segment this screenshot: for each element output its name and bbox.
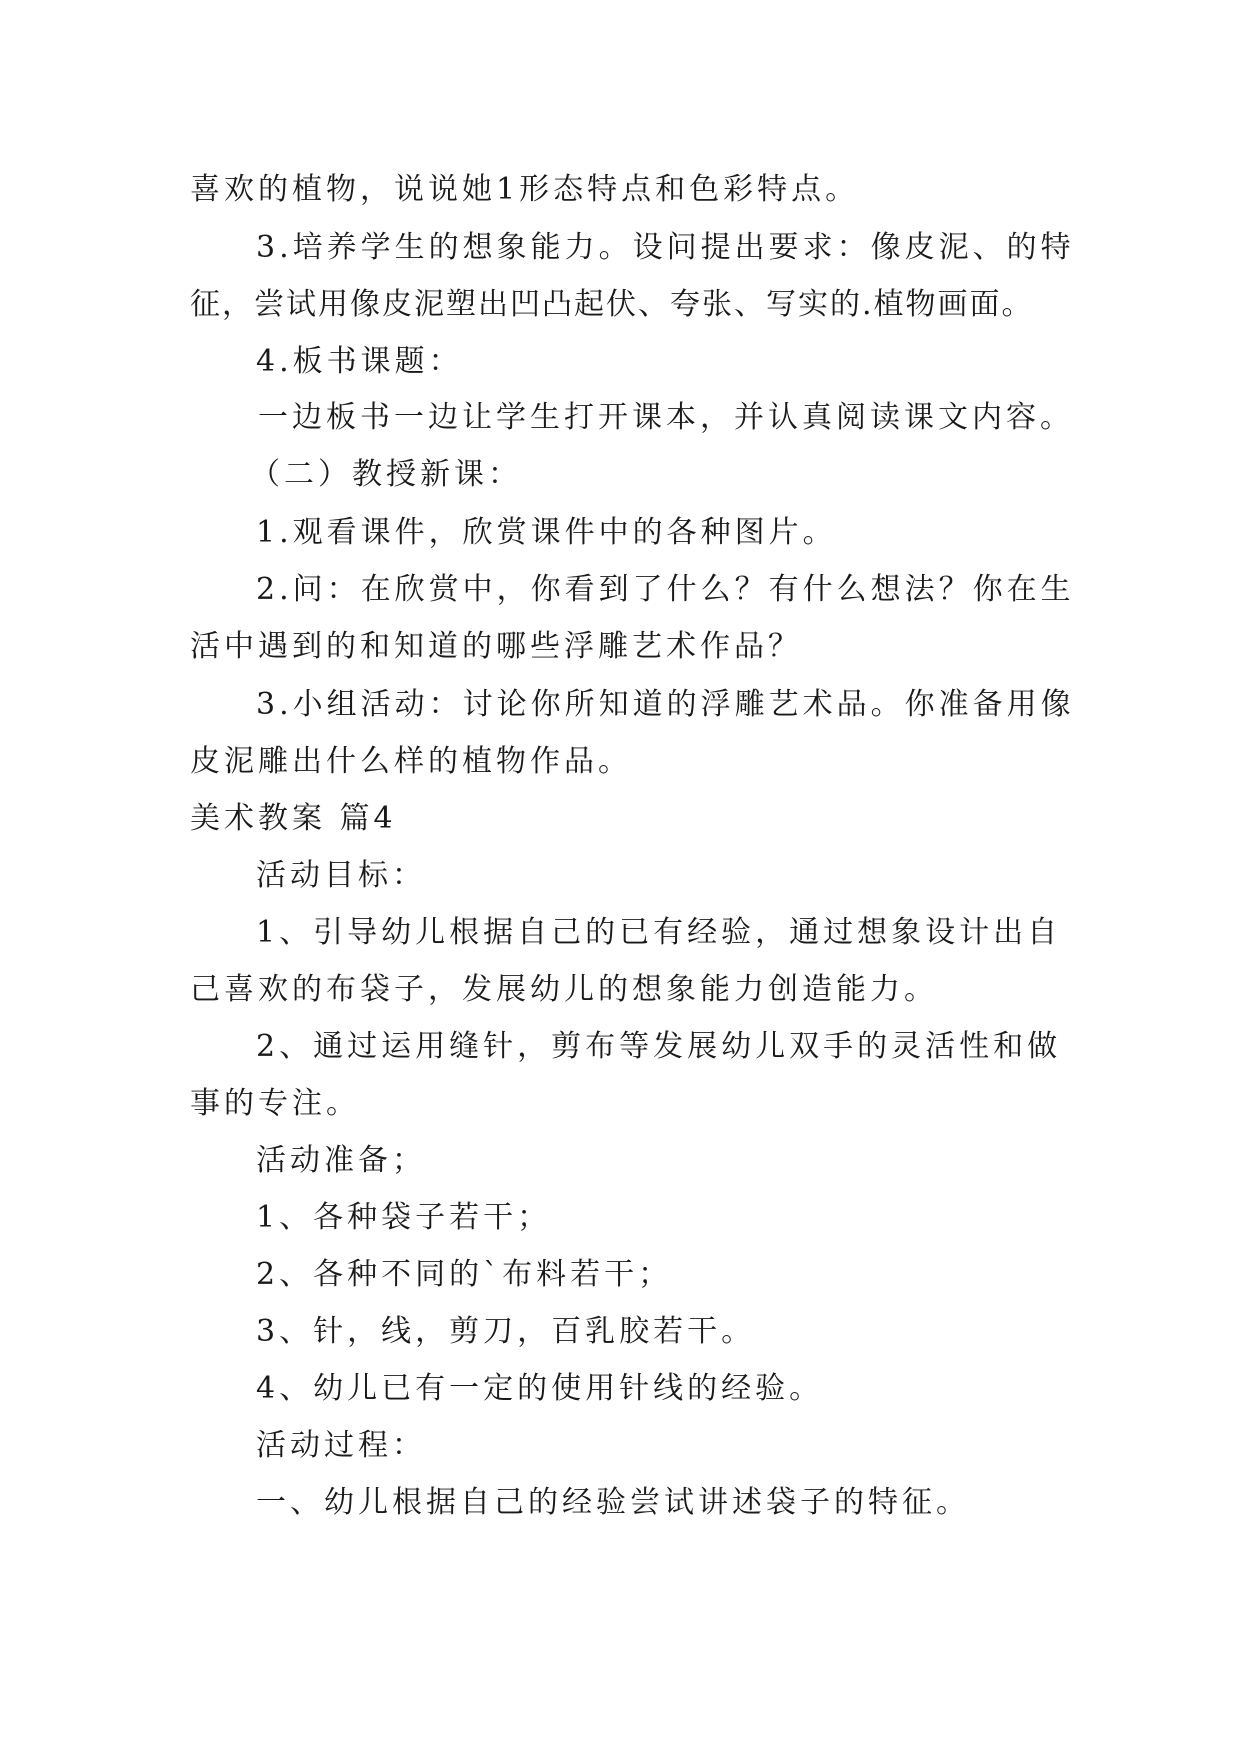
list-item: 2、各种不同的`布料若干； — [256, 1257, 673, 1292]
paragraph-line: 2.问：在欣赏中，你看到了什么？有什么想法？你在生 — [256, 572, 1075, 607]
section-heading: 活动过程： — [256, 1428, 426, 1463]
paragraph-line: 喜欢的植物，说说她1形态特点和色彩特点。 — [190, 172, 860, 207]
paragraph-line: 1、引导幼儿根据自己的已有经验，通过想象设计出自 — [256, 915, 1062, 950]
paragraph-line: 一边板书一边让学生打开课本，并认真阅读课文内容。 — [258, 400, 1074, 435]
paragraph-line: 一、幼儿根据自己的经验尝试讲述袋子的特征。 — [256, 1485, 970, 1520]
section-heading: （二）教授新课： — [250, 457, 522, 492]
article-heading: 美术教案 篇4 — [190, 801, 397, 836]
paragraph-line: 4.板书课题： — [256, 344, 463, 379]
paragraph-line: 事的专注。 — [190, 1086, 360, 1121]
paragraph-line: 1.观看课件，欣赏课件中的各种图片。 — [256, 515, 837, 550]
paragraph-line: 活中遇到的和知道的哪些浮雕艺术作品？ — [190, 629, 802, 664]
section-heading: 活动目标： — [256, 858, 426, 893]
list-item: 4、幼儿已有一定的使用针线的经验。 — [256, 1371, 824, 1406]
paragraph-line: 3.培养学生的想象能力。设问提出要求：像皮泥、的特 — [256, 230, 1075, 265]
list-item: 3、针，线，剪刀，百乳胶若干。 — [256, 1314, 756, 1349]
paragraph-line: 3.小组活动：讨论你所知道的浮雕艺术品。你准备用像 — [256, 687, 1075, 722]
paragraph-line: 皮泥雕出什么样的植物作品。 — [190, 744, 632, 779]
paragraph-line: 征，尝试用像皮泥塑出凹凸起伏、夸张、写实的.植物画面。 — [190, 287, 1034, 322]
list-item: 1、各种袋子若干； — [256, 1200, 552, 1235]
section-heading: 活动准备； — [256, 1143, 426, 1178]
paragraph-line: 2、通过运用缝针，剪布等发展幼儿双手的灵活性和做 — [256, 1029, 1062, 1064]
paragraph-line: 己喜欢的布袋子，发展幼儿的想象能力创造能力。 — [190, 972, 938, 1007]
